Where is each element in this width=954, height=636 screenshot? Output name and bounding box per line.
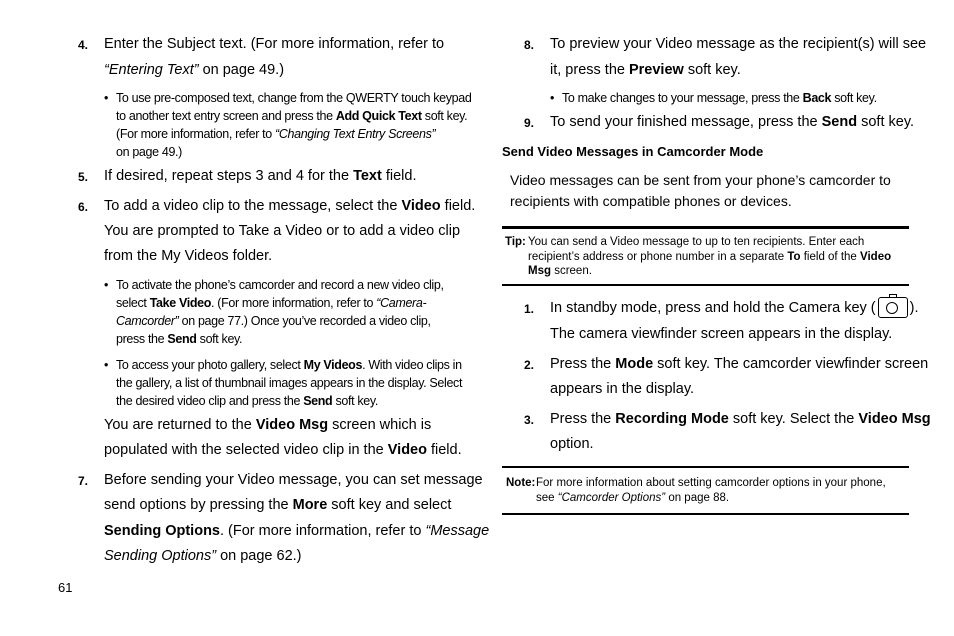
reference-link[interactable]: “Entering Text”	[104, 62, 199, 78]
step-text: To add a video clip to the message, select the Video field.	[104, 198, 476, 214]
reference-link[interactable]: “Message	[425, 523, 490, 539]
manual-page: 4. Enter the Subject text. (For more information, refer to “Entering Text” on page 49.) • To use pre-composed text, change from the QWERTY touch keypad to another text entry screen and press the Add Quick Text soft key. (For more information, refer to “Changing Text Entry Screens” on page 49.) 5. If desired, repeat steps 3 and 4 for the Text field. 6. To add a video clip to the message, select the Video field. You are prompted to Take a Video or to add a video clip from the My Videos folder. • To activate the phone’s camcorder and record a new video clip, select Take Video. (For more information, refer to “Camera- Camcorder” on page 77.) Once you’ve recorded a video clip, press the Send soft key. • To access your photo gallery, select My Videos. With video clips in the gallery, a list of thumbnail images appears in the display. Select the desired video clip and press the Send soft key. You are returned to the Video Msg screen which is populated with the selected video clip in the Video field. 7. Before sending your Video message, you can set message send options by pressing the More soft key and select Sending Options. (For more information, refer to “Message Sending Options” on page 62.) 8. To preview your Video message as the recipient(s) will see it, press the Preview soft key. • To make changes to your message, press the Back soft key. 9. To send your finished message, press the Send soft key. Send Video Messages in Camcorder Mode Video messages can be sent from your phone’s camcorder to recipients with compatible phones or devices. Tip: You can send a Video message to up to ten recipients. Enter each recipient’s address or phone number in a separate To field of the Video Msg screen. 1. In standby mode, press and hold the Camera key ( ). The camera viewfinder screen appears in the display. 2. Press the Mode soft key. The camcorder viewfinder screen appears in the display. 3. Press the Recording Mode soft key. Select the Video Msg option. Note: For more information about setting camcorder options in your phone, see “Camcorder Options” on page 88. 61	[0, 0, 954, 636]
step-number: 8.	[524, 38, 535, 52]
step-text: Enter the Subject text. (For more information, refer to	[104, 36, 445, 52]
page-number: 61	[58, 580, 73, 595]
step-text: If desired, repeat steps 3 and 4 for the Text field.	[104, 168, 417, 184]
tip-bottom-rule	[502, 284, 909, 286]
step-number: 6.	[78, 200, 89, 214]
step-text: In standby mode, press and hold the Camera key ( ).	[550, 296, 918, 322]
section-intro: Video messages can be sent from your phone’s camcorder to recipients with compatible phones or devices.	[510, 172, 891, 209]
step-number: 7.	[78, 474, 89, 488]
camera-icon	[878, 297, 908, 318]
step-number: 4.	[78, 38, 89, 52]
reference-link[interactable]: Camcorder”	[116, 314, 179, 328]
tip-top-rule	[502, 226, 909, 229]
reference-link[interactable]: Sending Options”	[104, 548, 217, 564]
bullet-dot: •	[104, 278, 109, 292]
bullet-dot: •	[104, 358, 109, 372]
step-number: 3.	[524, 413, 535, 427]
reference-link[interactable]: “Camera-	[376, 296, 427, 310]
bullet-dot: •	[550, 91, 555, 105]
bullet-dot: •	[104, 91, 109, 105]
reference-link[interactable]: “Camcorder Options”	[557, 491, 666, 504]
reference-link[interactable]: “Changing Text Entry Screens”	[275, 127, 436, 141]
step-number: 9.	[524, 116, 535, 130]
section-heading: Send Video Messages in Camcorder Mode	[502, 144, 764, 159]
step-number: 5.	[78, 170, 89, 184]
step-number: 1.	[524, 302, 535, 316]
tip-label: Tip:	[505, 236, 526, 248]
step-number: 2.	[524, 358, 535, 372]
step-text-line2: “Entering Text” on page 49.)	[104, 62, 285, 78]
note-top-rule	[502, 466, 909, 468]
note-label: Note:	[506, 477, 536, 489]
note-bottom-rule	[502, 513, 909, 515]
